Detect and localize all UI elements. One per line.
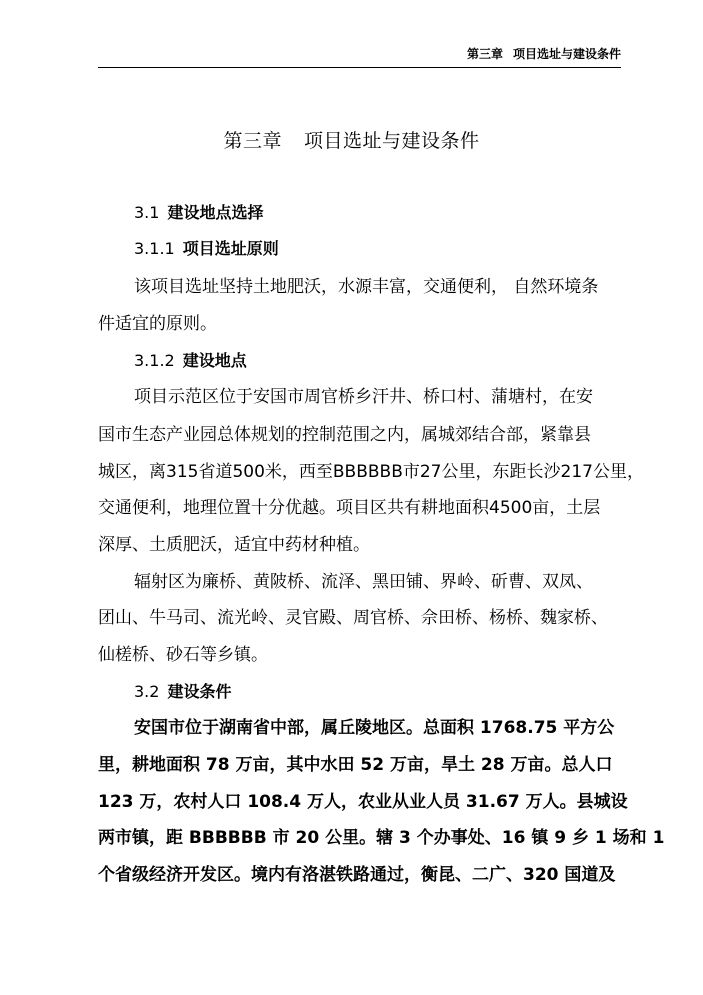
section-number: 3.1.1 bbox=[134, 239, 175, 258]
paragraph-line: 两市镇，距 BBBBBB 市 20 公里。辖 3 个办事处、16 镇 9 乡 1 场和 1 bbox=[98, 828, 665, 848]
title-topic: 项目选址与建设条件 bbox=[304, 130, 480, 152]
section-title: 项目选址原则 bbox=[182, 239, 279, 258]
paragraph-line: 项目示范区位于安国市周官桥乡汗井、桥口村、蒲塘村，在安 bbox=[134, 387, 593, 407]
chapter-title bbox=[0, 127, 703, 155]
paragraph-line: 团山、牛马司、流光岭、灵官殿、周官桥、佘田桥、杨桥、魏家桥、 bbox=[98, 608, 608, 628]
section-title: 建设地点选择 bbox=[167, 203, 264, 222]
section-number: 3.2 bbox=[134, 682, 160, 701]
section-title: 建设地点 bbox=[182, 351, 247, 370]
header-topic: 项目选址与建设条件 bbox=[512, 47, 621, 61]
paragraph-line: 安国市位于湖南省中部，属丘陵地区。总面积 1768.75 平方公 bbox=[134, 718, 615, 738]
section-heading-3-1 bbox=[134, 201, 634, 225]
paragraph-line: 个省级经济开发区。境内有洛湛铁路通过，衡昆、二广、320 国道及 bbox=[98, 865, 616, 885]
header-chapter: 第三章 bbox=[466, 47, 503, 61]
section-title: 建设条件 bbox=[167, 682, 232, 701]
section-heading-3-2 bbox=[134, 680, 634, 704]
paragraph-line: 123 万，农村人口 108.4 万人，农业从业人员 31.67 万人。县城设 bbox=[98, 792, 628, 812]
paragraph-line: 交通便利，地理位置十分优越。项目区共有耕地面积4500亩，土层 bbox=[98, 498, 601, 518]
running-header bbox=[98, 46, 621, 68]
section-heading-3-1-2 bbox=[134, 349, 634, 373]
paragraph-line: 该项目选址坚持土地肥沃，水源丰富，交通便利， 自然环境条 bbox=[134, 277, 599, 297]
paragraph-line: 国市生态产业园总体规划的控制范围之内，属城郊结合部，紧靠县 bbox=[98, 425, 591, 445]
paragraph-line: 里，耕地面积 78 万亩，其中水田 52 万亩，旱土 28 万亩。总人口 bbox=[98, 755, 613, 775]
paragraph-line: 深厚、土质肥沃，适宜中药材种植。 bbox=[98, 535, 370, 555]
section-heading-3-1-1 bbox=[134, 237, 634, 261]
section-number: 3.1 bbox=[134, 203, 160, 222]
paragraph-line: 件适宜的原则。 bbox=[98, 314, 217, 334]
title-chapter: 第三章 bbox=[223, 130, 282, 152]
paragraph-line: 辐射区为廉桥、黄陂桥、流泽、黑田铺、界岭、斫曹、双凤、 bbox=[134, 572, 593, 592]
paragraph-line: 仙槎桥、砂石等乡镇。 bbox=[98, 645, 268, 665]
section-number: 3.1.2 bbox=[134, 351, 175, 370]
paragraph-line: 城区，离315省道500米，西至BBBBBB市27公里，东距长沙217公里， bbox=[98, 462, 644, 482]
